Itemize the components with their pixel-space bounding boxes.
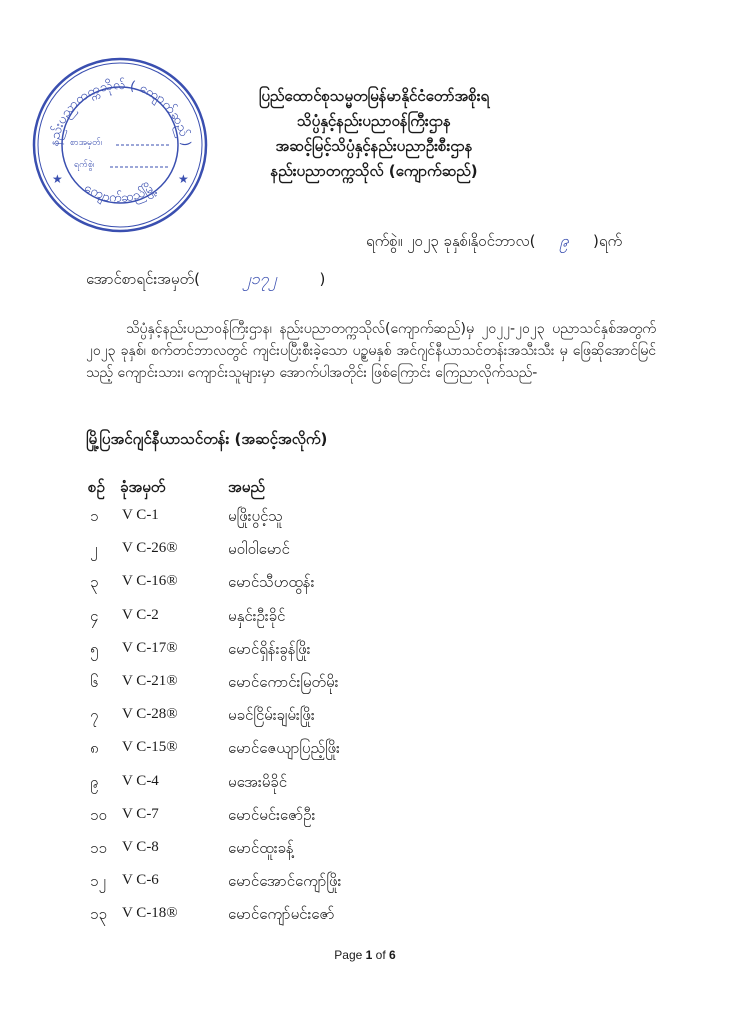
student-row	[0, 806, 730, 839]
student-row	[0, 640, 730, 673]
column-header-name: အမည်	[228, 478, 265, 496]
reference-number-handwritten: ၂၁၇၂	[242, 269, 277, 288]
header-line-2: သိပ္ပံနှင့်နည်းပညာဝန်ကြီးဌာန	[297, 112, 451, 130]
student-roll-number: V C-17®	[122, 639, 178, 656]
page-prefix: Page	[334, 948, 366, 962]
official-seal	[30, 55, 210, 235]
reference-label: အောင်စာရင်းအမှတ်(	[86, 270, 200, 288]
student-name: မောင်ကောင်းမြတ်မိုး	[228, 673, 339, 691]
svg-text:နည်းပညာတက္ကသိုလ် ( ကျောက်ဆည် )	[47, 77, 193, 148]
student-name: မခင်ငြိမ်းချမ်းဖြိုး	[228, 706, 315, 725]
seal-field-1-label: စာအမှတ်၊	[70, 138, 103, 148]
student-name: မောင်အောင်ကျော်ဖြိုး	[228, 872, 342, 891]
header-line-1: ပြည်ထောင်စုသမ္မတမြန်မာနိုင်ငံတော်အစိုးရ	[258, 87, 490, 105]
student-row	[0, 507, 730, 540]
student-roll-number: V C-4	[122, 772, 159, 789]
student-roll-number: V C-21®	[122, 673, 178, 689]
result-reference	[86, 268, 325, 292]
announcement-paragraph: သိပ္ပံနှင့်နည်းပညာဝန်ကြီးဌာန၊ နည်းပညာတက္ကသိုလ်(ကျောက်ဆည်)မှ ၂၀၂၂-၂၀၂၃ ပညာသင်နှစ်အတွက် ၂၀၂၃ ခုနှစ်၊ စက်တင်ဘာလတွင် ကျင်းပပြီးစီးခဲ့သော ပဉ္စမနှစ် အင်ဂျင်နီယာသင်တန်းအသီးသီး မှ ဖြေဆိုအောင်မြင်သည့် ကျောင်းသား၊ ကျောင်းသူများမှာ အောက်ပါအတိုင်း ဖြစ်ကြောင်း ကြေညာလိုက်သည်-	[86, 321, 656, 381]
student-name: မောင်မင်းဇော်ဦး	[228, 805, 316, 824]
svg-text:ကျောက်ဆည်မြို့	[81, 179, 159, 208]
student-serial-number: ၆	[90, 673, 99, 691]
list-title: မြို့ပြအင်ဂျင်နီယာသင်တန်း (အဆင့်အလိုက်)	[86, 430, 328, 448]
student-name: မအေးမိခိုင်	[228, 772, 288, 791]
student-name: မောင်ထူးခန့်	[228, 839, 294, 857]
student-serial-number: ၁	[90, 507, 99, 525]
student-serial-number: ၅	[90, 639, 99, 658]
student-name: မဖြိုးပွင့်သူ	[228, 507, 283, 525]
student-serial-number: ၈	[90, 739, 99, 758]
student-roll-number: V C-8	[122, 839, 159, 855]
student-row	[0, 773, 730, 806]
student-serial-number: ၇	[90, 706, 99, 725]
student-row	[0, 905, 730, 938]
page-of: of	[372, 948, 390, 962]
seal-top-text: နည်းပညာတက္ကသိုလ် ( ကျောက်ဆည် )	[47, 77, 193, 148]
student-roll-number: V C-2	[122, 606, 159, 623]
student-roll-number: V C-15®	[122, 739, 178, 756]
student-row	[0, 872, 730, 905]
date-day-handwritten: ၉	[559, 231, 569, 250]
student-serial-number: ၄	[90, 606, 99, 625]
student-row	[0, 739, 730, 772]
date-suffix: )ရက်	[593, 232, 623, 250]
student-row	[0, 673, 730, 706]
student-serial-number: ၉	[90, 772, 99, 791]
header-line-3: အဆင့်မြင့်သိပ္ပံနှင့်နည်းပညာဦးစီးဌာန	[275, 137, 473, 155]
student-row	[0, 706, 730, 739]
student-row	[0, 573, 730, 606]
student-serial-number: ၁၂	[90, 872, 106, 891]
column-header-no: စဉ်	[88, 478, 105, 496]
student-row	[0, 839, 730, 872]
student-name: မောင်သီဟထွန်း	[228, 573, 315, 592]
page-footer	[0, 948, 730, 962]
student-serial-number: ၁၁	[90, 839, 107, 857]
student-name: မောင်ဇေယျာပြည့်ဖြိုး	[228, 739, 340, 758]
column-header-roll: ခုံအမှတ်	[120, 478, 166, 496]
student-name: မနှင်းဦးခိုင်	[228, 606, 286, 625]
student-serial-number: ၁၃	[90, 905, 107, 924]
student-roll-number: V C-6	[122, 872, 159, 889]
date-line	[366, 230, 622, 254]
student-roll-number: V C-1	[122, 507, 159, 523]
student-name: မောင်ရှိန်းခွန်ဖြိုး	[228, 639, 311, 658]
student-serial-number: ၂	[90, 540, 98, 559]
student-serial-number: ၃	[90, 573, 99, 592]
seal-star-right-icon: ★	[178, 172, 189, 186]
header-line-4: နည်းပညာတက္ကသိုလ် (ကျောက်ဆည်)	[270, 162, 478, 180]
page-current: 1	[365, 948, 373, 962]
student-name: မောင်ကျော်မင်းဇော်	[228, 905, 335, 924]
student-name: မဝါဝါမောင်	[228, 540, 290, 559]
letterhead	[228, 84, 520, 184]
student-roll-number: V C-7	[122, 805, 159, 822]
student-row	[0, 607, 730, 640]
seal-bottom-text: ကျောက်ဆည်မြို့	[81, 180, 158, 206]
student-serial-number: ၁၀	[90, 805, 107, 824]
date-prefix: ရက်စွဲ။ ၂၀၂၃ ခုနှစ်၊နိုဝင်ဘာလ(	[366, 232, 536, 250]
page-total: 6	[389, 948, 396, 962]
student-row	[0, 540, 730, 573]
seal-star-left-icon: ★	[52, 172, 63, 186]
reference-close: )	[319, 270, 326, 288]
student-roll-number: V C-26®	[122, 540, 178, 557]
student-roll-number: V C-16®	[122, 573, 178, 590]
student-roll-number: V C-18®	[122, 905, 178, 922]
seal-field-2-label: ရက်စွဲ၊	[74, 160, 95, 170]
student-roll-number: V C-28®	[122, 706, 178, 723]
